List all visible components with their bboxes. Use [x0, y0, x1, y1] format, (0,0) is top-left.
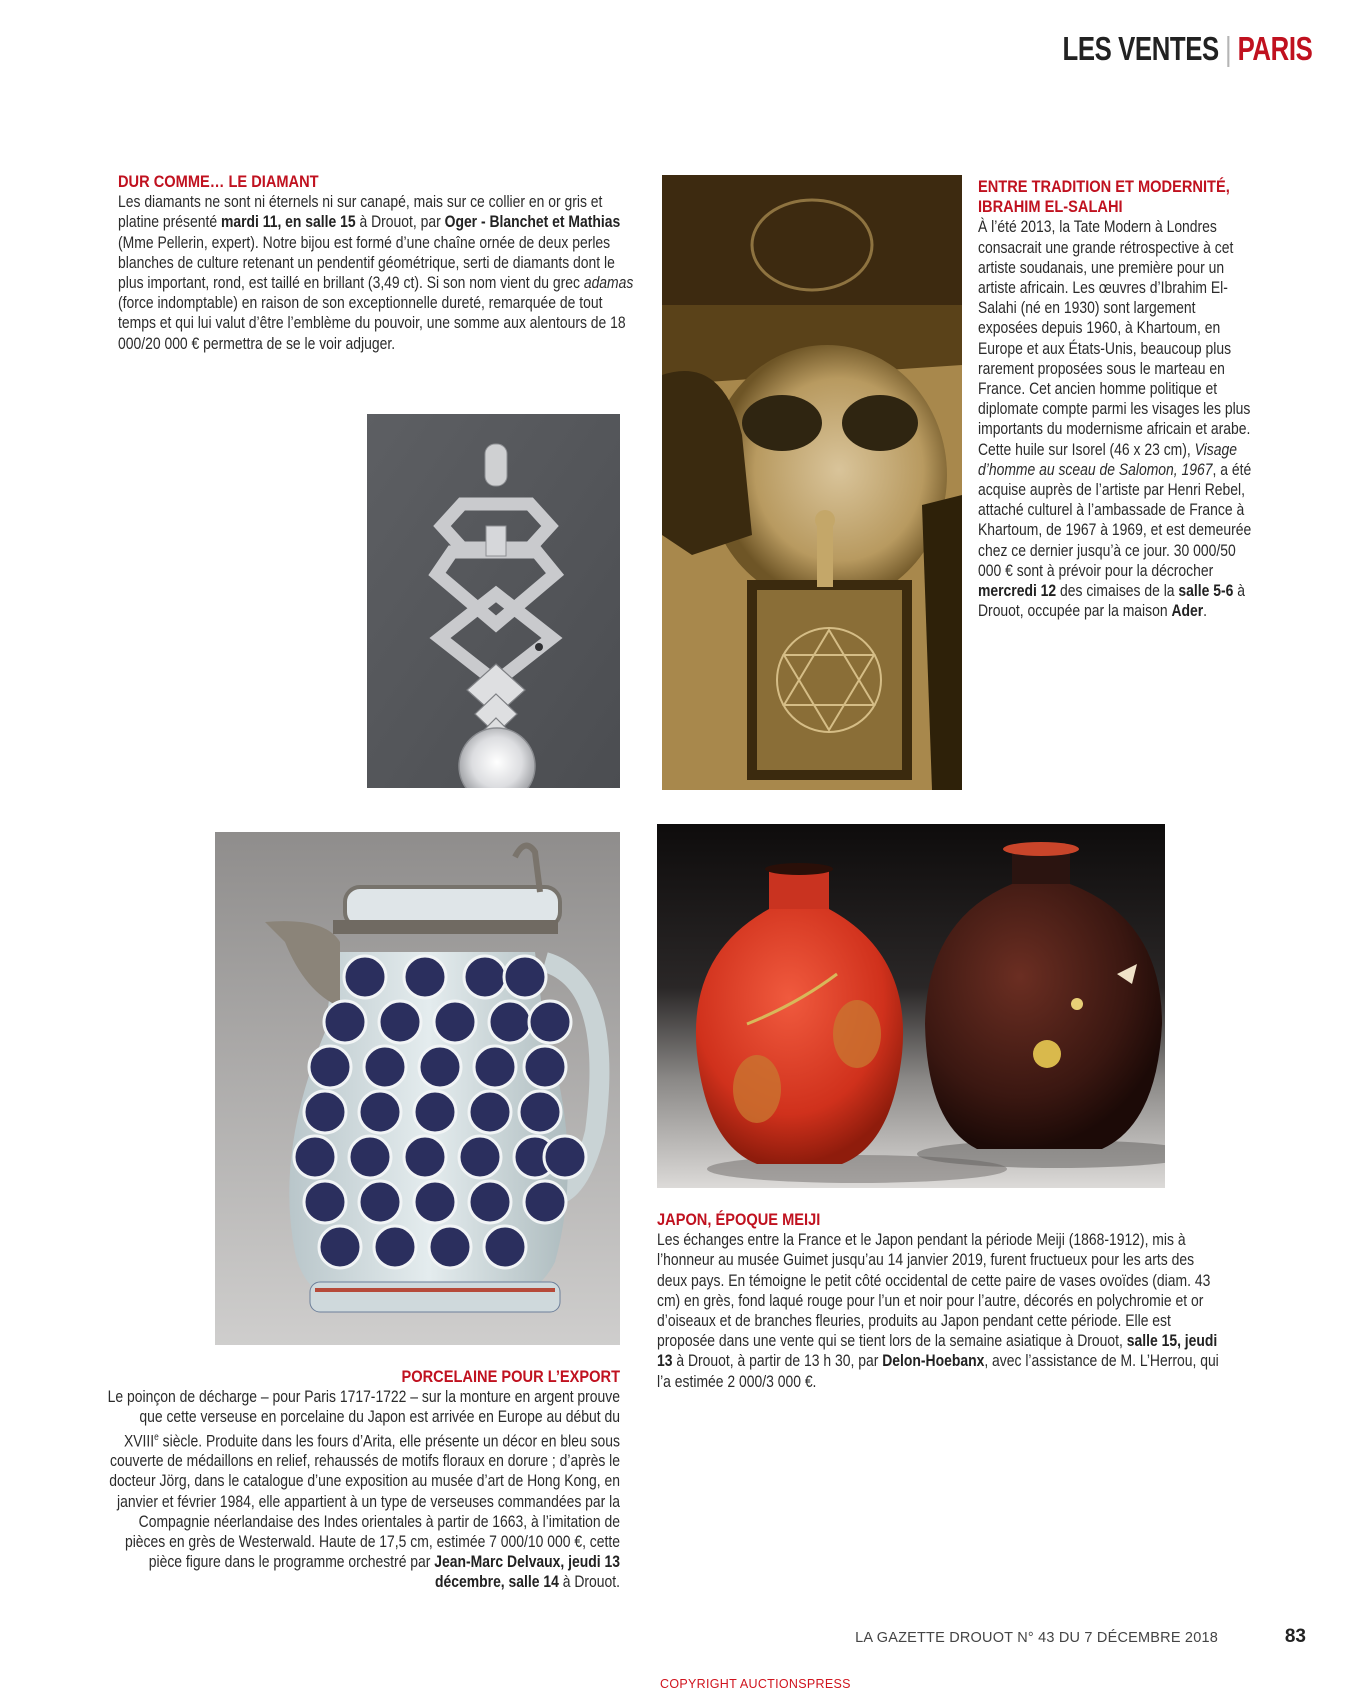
text-run: à Drouot.	[558, 1573, 620, 1592]
jug-illustration	[215, 832, 620, 1345]
article-title: DUR COMME… LE DIAMANT	[118, 172, 319, 191]
article-diamant	[118, 172, 718, 354]
medallion	[404, 956, 446, 998]
emphasis-bold: salle 15, jeudi 13	[657, 1332, 1218, 1371]
text-run: à Drouot, occupée par la maison	[978, 582, 1246, 621]
medallion	[364, 1046, 406, 1088]
section-header	[1062, 30, 1312, 68]
medallion	[419, 1046, 461, 1088]
article-title: JAPON, ÉPOQUE MEIJI	[657, 1210, 821, 1229]
emphasis-bold: Ader	[1171, 602, 1204, 621]
el-salahi-painting-photo	[662, 175, 962, 790]
emphasis-bold: mercredi 12	[978, 582, 1057, 601]
article-meiji	[657, 1210, 1317, 1392]
title-line-2: IBRAHIM EL-SALAHI	[978, 197, 1123, 217]
page-number: 83	[1284, 1626, 1306, 1647]
medallion	[524, 1046, 566, 1088]
medallion	[374, 1226, 416, 1268]
article-el-salahi	[978, 177, 1303, 621]
text-run: à Drouot, par	[355, 213, 445, 232]
emphasis-italic: adamas	[583, 274, 634, 293]
medallion	[519, 1091, 561, 1133]
text-run: siècle. Produite dans les fours d’Arita, elle présente un décor en bleu sous couverte de médaillons en relief, rehaussés de motifs floraux en dorure ; d’après le docteur Jörg, dans le catalogue d’une exposition au musée d’art de Hong Kong, en janvier et février 1984, elle appartient à un type de verseuses commandées par la Compagnie néerlandaise des Indes orientales à partir de 1663, à l’imitation de pièces en grès de Westerwald. Haute de 17,5 cm, estimée 7 000/10 000 €, cette pièce figure dans le programme orchestré par	[109, 1432, 621, 1572]
medallion	[344, 956, 386, 998]
text-run: , a été acquise auprès de l’artiste par Henri Rebel, attaché culturel à l’ambassade de France à Khartoum, de 1967 à 1969, et est demeurée chez ce dernier jusqu’à ce jour. 30 000/50 000 € sont à prévoir pour la décrocher	[978, 460, 1252, 580]
medallion	[429, 1226, 471, 1268]
city-label: PARIS	[1237, 30, 1312, 67]
vases-illustration	[657, 824, 1165, 1188]
text-run: .	[1203, 602, 1208, 621]
diamond-pendant-photo	[367, 414, 620, 788]
text-run: (Mme Pellerin, expert). Notre bijou est formé d’une chaîne ornée de deux perles blanches de culture retenant un pendentif géométrique, serti de diamants dont le plus important, rond, est taillé en brillant (3,49 ct). Si son nom vient du grec	[118, 233, 615, 293]
medallion	[359, 1181, 401, 1223]
medallion	[484, 1226, 526, 1268]
title-line-1: ENTRE TRADITION ET MODERNITÉ,	[978, 177, 1230, 196]
medallion	[414, 1091, 456, 1133]
text-run: à Drouot, à partir de 13 h 30, par	[672, 1352, 883, 1371]
text-run: Les diamants ne sont ni éternels ni sur canapé, mais sur ce collier en or gris et platine présenté	[118, 193, 603, 232]
copyright-notice: COPYRIGHT AUCTIONSPRESS	[660, 1677, 851, 1691]
pendant-illustration	[367, 414, 620, 788]
medallion	[464, 956, 506, 998]
medallion	[469, 1181, 511, 1223]
medallion	[414, 1181, 456, 1223]
emphasis-italic: Visage d’homme au sceau de Salomon, 1967	[978, 440, 1237, 479]
text-run: , avec l’assistance de M. L’Herrou, qui l’a estimée 2 000/3 000 €.	[657, 1352, 1219, 1391]
emphasis-bold: salle 5-6	[1178, 582, 1234, 601]
article-body	[104, 1387, 620, 1592]
emphasis-bold: Oger - Blanchet et Mathias	[444, 213, 621, 232]
medallion	[359, 1091, 401, 1133]
medallion	[404, 1136, 446, 1178]
emphasis-bold: Delon-Hoebanx	[882, 1352, 985, 1371]
article-body	[657, 1230, 1225, 1392]
article-porcelaine	[20, 1367, 620, 1593]
medallion	[434, 1001, 476, 1043]
medallion	[309, 1046, 351, 1088]
article-body	[118, 192, 634, 354]
text-run: À l’été 2013, la Tate Modern à Londres consacrait une grande rétrospective à cet artiste soudanais, une première pour un artiste africain. Les œuvres d’Ibrahim El-Salahi (né en 1930) sont largement exposées depuis 1960, à Khartoum, en Europe et aux États-Unis, beaucoup plus rarement proposées sous le marteau en France. Cet ancien homme politique et diplomate compte parmi les visages les plus importants du modernisme africain et arabe. Cette huile sur Isorel (46 x 23 cm),	[978, 218, 1251, 459]
medallion	[379, 1001, 421, 1043]
painting-illustration	[662, 175, 962, 790]
medallion	[459, 1136, 501, 1178]
medallion	[319, 1226, 361, 1268]
emphasis-bold: Jean-Marc Delvaux, jeudi 13 décembre, salle 14	[434, 1553, 620, 1592]
medallion	[349, 1136, 391, 1178]
medallion	[324, 1001, 366, 1043]
article-body	[978, 217, 1258, 621]
medallion	[304, 1091, 346, 1133]
medallion	[529, 1001, 571, 1043]
medallion	[504, 956, 546, 998]
text-run: (force indomptable) en raison de son exceptionnelle dureté, remarquée de tout temps et qui lui valut d’être l’emblème du pouvoir, une somme aux alentours de 18 000/20 000 € permettra de se le voir adjuger.	[118, 294, 626, 353]
medallion	[304, 1181, 346, 1223]
section-label: LES VENTES	[1062, 30, 1219, 67]
medallion	[474, 1046, 516, 1088]
medallion	[544, 1136, 586, 1178]
text-run: des cimaises de la	[1056, 582, 1179, 601]
text-run: Les échanges entre la France et le Japon pendant la période Meiji (1868-1912), mis à l’honneur au musée Guimet jusqu’au 14 janvier 2019, furent fructueux pour les arts des deux pays. En témoigne le petit côté occidental de cette paire de vases ovoïdes (diam. 43 cm) en grès, fond laqué rouge pour l’un et noir pour l’autre, décorés en polychromie et or d’oiseaux et de branches fleuries, produits au Japon pendant cette période. Elle est proposée dans une vente qui se tient lors de la semaine asiatique à Drouot,	[657, 1231, 1211, 1351]
article-title	[978, 177, 1258, 217]
medallion	[294, 1136, 336, 1178]
article-title: PORCELAINE POUR L’EXPORT	[401, 1367, 620, 1386]
medallion	[469, 1091, 511, 1133]
medallion	[524, 1181, 566, 1223]
publication-footer: LA GAZETTE DROUOT N° 43 DU 7 DÉCEMBRE 2018	[855, 1630, 1218, 1646]
text-run: Le poinçon de décharge – pour Paris 1717-1722 – sur la monture en argent prouve que cette verseuse en porcelaine du Japon est arrivée en Europe au début du XVIII	[107, 1388, 621, 1450]
header-separator: |	[1224, 30, 1231, 67]
medallion	[489, 1001, 531, 1043]
superscript: e	[154, 1431, 159, 1443]
emphasis-bold: mardi 11, en salle 15	[220, 213, 356, 232]
arita-jug-photo	[215, 832, 620, 1345]
meiji-vases-photo	[657, 824, 1165, 1188]
